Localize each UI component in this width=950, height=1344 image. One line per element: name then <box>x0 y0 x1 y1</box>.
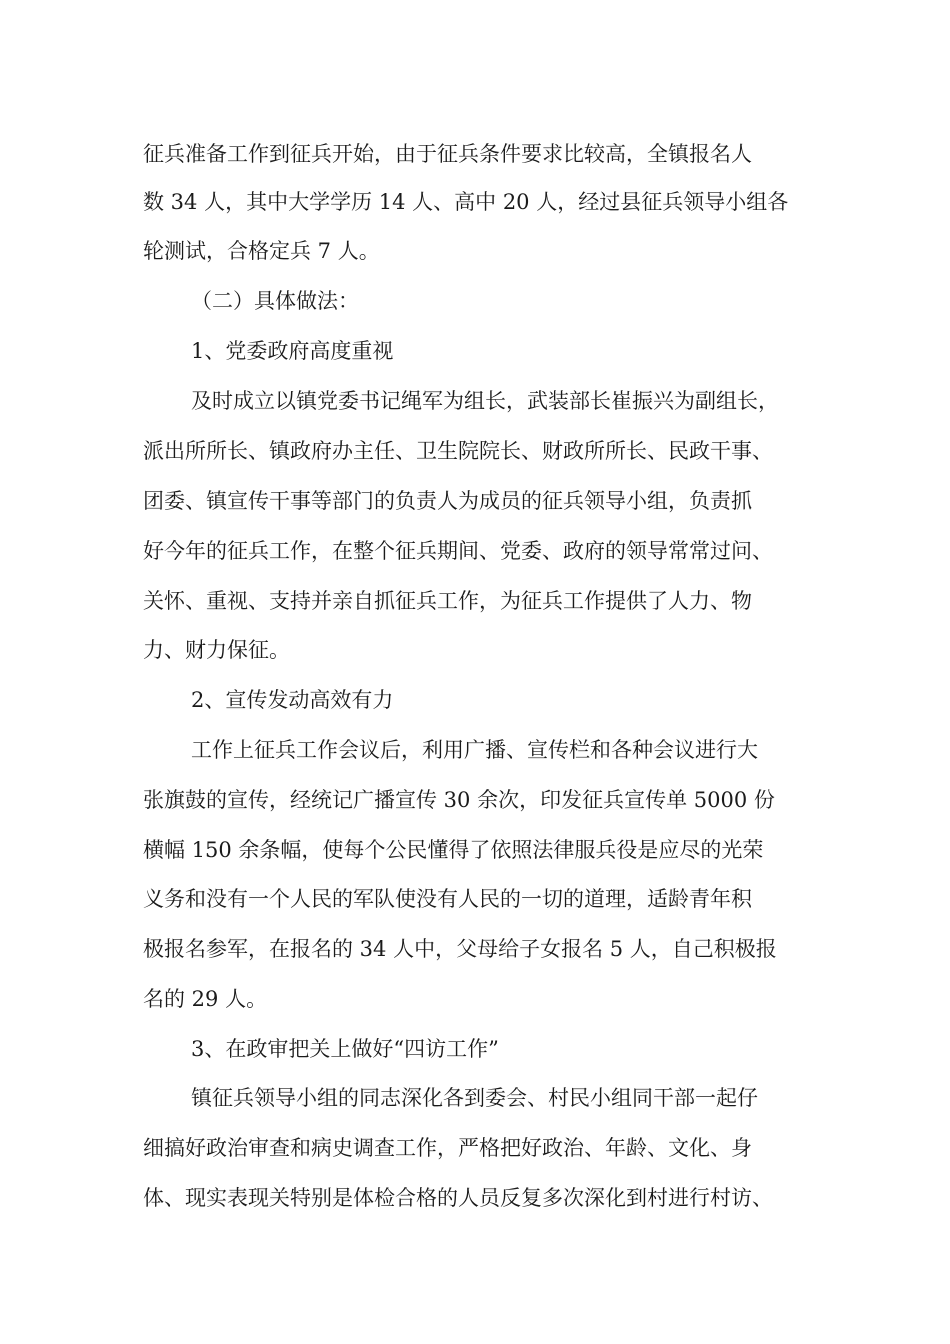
paragraph-line: 关怀、重视、支持并亲自抓征兵工作，为征兵工作提供了人力、物 <box>143 589 752 613</box>
paragraph-line: 轮测试，合格定兵 7 人。 <box>143 239 380 263</box>
paragraph-line: 力、财力保征。 <box>143 638 290 662</box>
paragraph-line: 细搞好政治审查和病史调查工作，严格把好政治、年龄、文化、身 <box>143 1136 752 1160</box>
subsection-heading: 3、在政审把关上做好“四访工作” <box>191 1037 499 1061</box>
subsection-heading: 2、宣传发动高效有力 <box>191 688 394 712</box>
paragraph-line: 张旗鼓的宣传，经统记广播宣传 30 余次，印发征兵宣传单 5000 份 <box>143 788 775 812</box>
paragraph-line: 体、现实表现关特别是体检合格的人员反复多次深化到村进行村访、 <box>143 1186 773 1210</box>
paragraph-line: 好今年的征兵工作，在整个征兵期间、党委、政府的领导常常过问、 <box>143 539 773 563</box>
paragraph-line: 镇征兵领导小组的同志深化各到委会、村民小组同干部一起仔 <box>191 1086 758 1110</box>
paragraph-line: 工作上征兵工作会议后，利用广播、宣传栏和各种会议进行大 <box>191 738 758 762</box>
paragraph-line: 义务和没有一个人民的军队使没有人民的一切的道理，适龄青年积 <box>143 887 752 911</box>
paragraph-line: 横幅 150 余条幅，使每个公民懂得了依照法律服兵役是应尽的光荣 <box>143 838 764 862</box>
paragraph-line: 及时成立以镇党委书记绳军为组长，武装部长崔振兴为副组长， <box>191 389 779 413</box>
paragraph-line: 派出所所长、镇政府办主任、卫生院院长、财政所所长、民政干事、 <box>143 439 773 463</box>
paragraph-line: 数 34 人，其中大学学历 14 人、高中 20 人，经过县征兵领导小组各 <box>143 190 789 214</box>
paragraph-line: 团委、镇宣传干事等部门的负责人为成员的征兵领导小组，负责抓 <box>143 489 752 513</box>
section-heading: （二）具体做法： <box>191 289 359 313</box>
subsection-heading: 1、党委政府高度重视 <box>191 339 394 363</box>
paragraph-line: 征兵准备工作到征兵开始，由于征兵条件要求比较高，全镇报名人 <box>143 142 752 166</box>
paragraph-line: 名的 29 人。 <box>143 987 268 1011</box>
paragraph-line: 极报名参军，在报名的 34 人中，父母给子女报名 5 人，自己积极报 <box>143 937 777 961</box>
